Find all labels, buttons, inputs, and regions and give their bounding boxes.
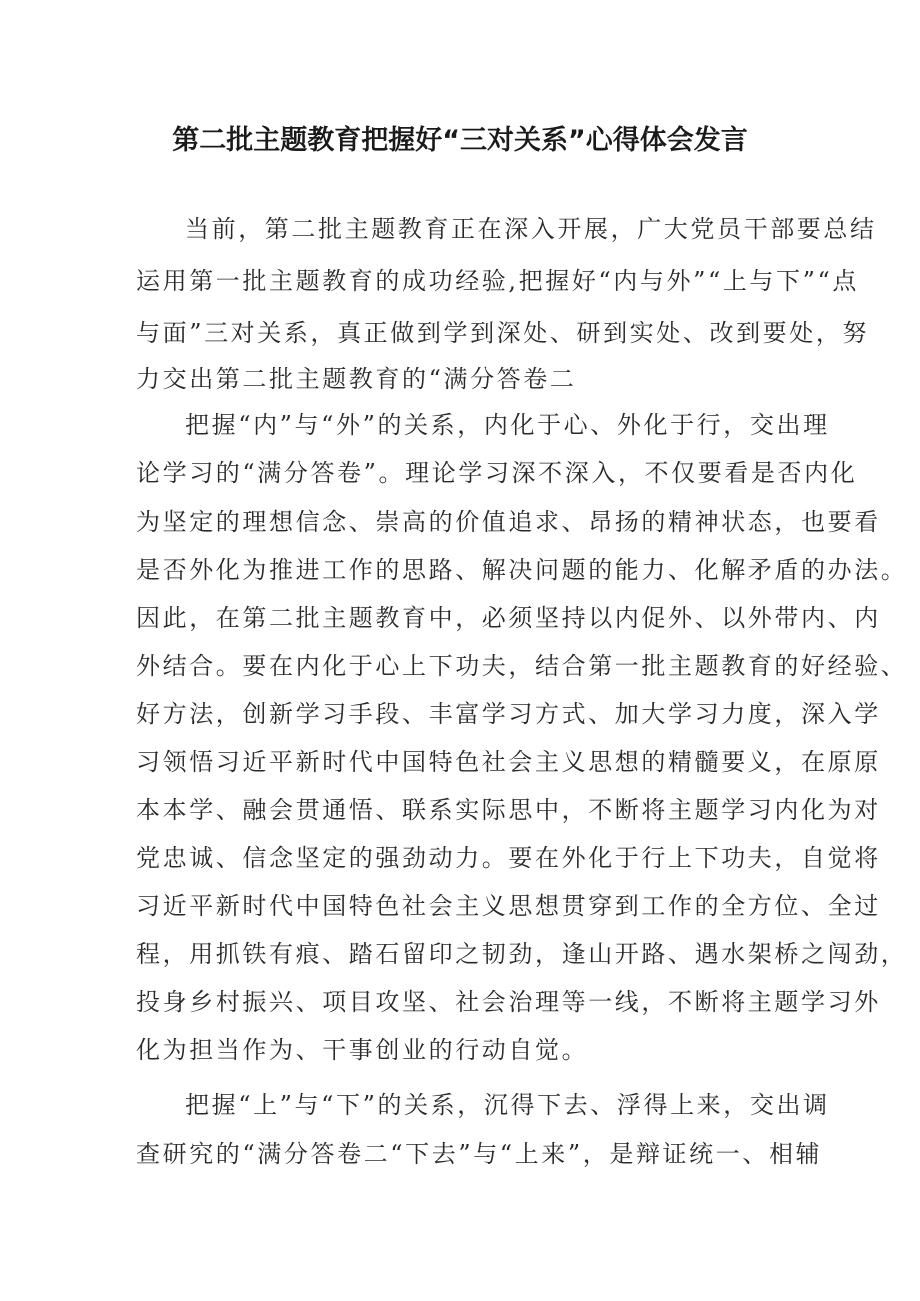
- paragraph-line: 为坚定的理想信念、崇高的价值追求、昂扬的精神状态，也要看: [136, 508, 881, 536]
- paragraph-line: 程，用抓铁有痕、踏石留印之韧劲，逢山开路、遇水架桥之闯劲，: [136, 940, 908, 968]
- document-title: 第二批主题教育把握好“三对关系”心得体会发言: [172, 125, 748, 156]
- paragraph-line: 好方法，创新学习手段、丰富学习方式、加大学习力度，深入学: [136, 700, 881, 728]
- paragraph-line: 化为担当作为、干事创业的行动自觉。: [136, 1036, 589, 1064]
- paragraph-line: 运用第一批主题教育的成功经验,把握好“内与外”“上与下”“点: [136, 267, 859, 295]
- paragraph-line: 外结合。要在内化于心上下功夫，结合第一批主题教育的好经验、: [136, 652, 908, 680]
- paragraph-line: 查研究的“满分答卷二“下去”与“上来”，是辩证统一、相辅: [136, 1140, 823, 1168]
- paragraph-line: 与面”三对关系，真正做到学到深处、研到实处、改到要处，努: [136, 319, 870, 347]
- paragraph-line: 习近平新时代中国特色社会主义思想贯穿到工作的全方位、全过: [136, 892, 881, 920]
- paragraph-line: 党忠诚、信念坚定的强劲动力。要在外化于行上下功夫，自觉将: [136, 844, 881, 872]
- paragraph-line: 把握“内”与“外”的关系，内化于心、外化于行，交出理: [185, 411, 830, 439]
- paragraph-line: 当前，第二批主题教育正在深入开展，广大党员干部要总结: [185, 215, 877, 243]
- paragraph-line: 因此，在第二批主题教育中，必须坚持以内促外、以外带内、内: [136, 604, 881, 632]
- paragraph-line: 是否外化为推进工作的思路、解决问题的能力、化解矛盾的办法。: [136, 556, 908, 584]
- paragraph-line: 力交出第二批主题教育的“满分答卷二: [136, 365, 577, 393]
- paragraph-line: 本本学、融会贯通悟、联系实际思中，不断将主题学习内化为对: [136, 796, 881, 824]
- paragraph-line: 习领悟习近平新时代中国特色社会主义思想的精髓要义，在原原: [136, 748, 881, 776]
- paragraph-line: 论学习的“满分答卷”。理论学习深不深入，不仅要看是否内化: [136, 459, 858, 487]
- paragraph-line: 投身乡村振兴、项目攻坚、社会治理等一线，不断将主题学习外: [136, 988, 881, 1016]
- paragraph-line: 把握“上”与“下”的关系，沉得下去、浮得上来，交出调: [185, 1091, 830, 1119]
